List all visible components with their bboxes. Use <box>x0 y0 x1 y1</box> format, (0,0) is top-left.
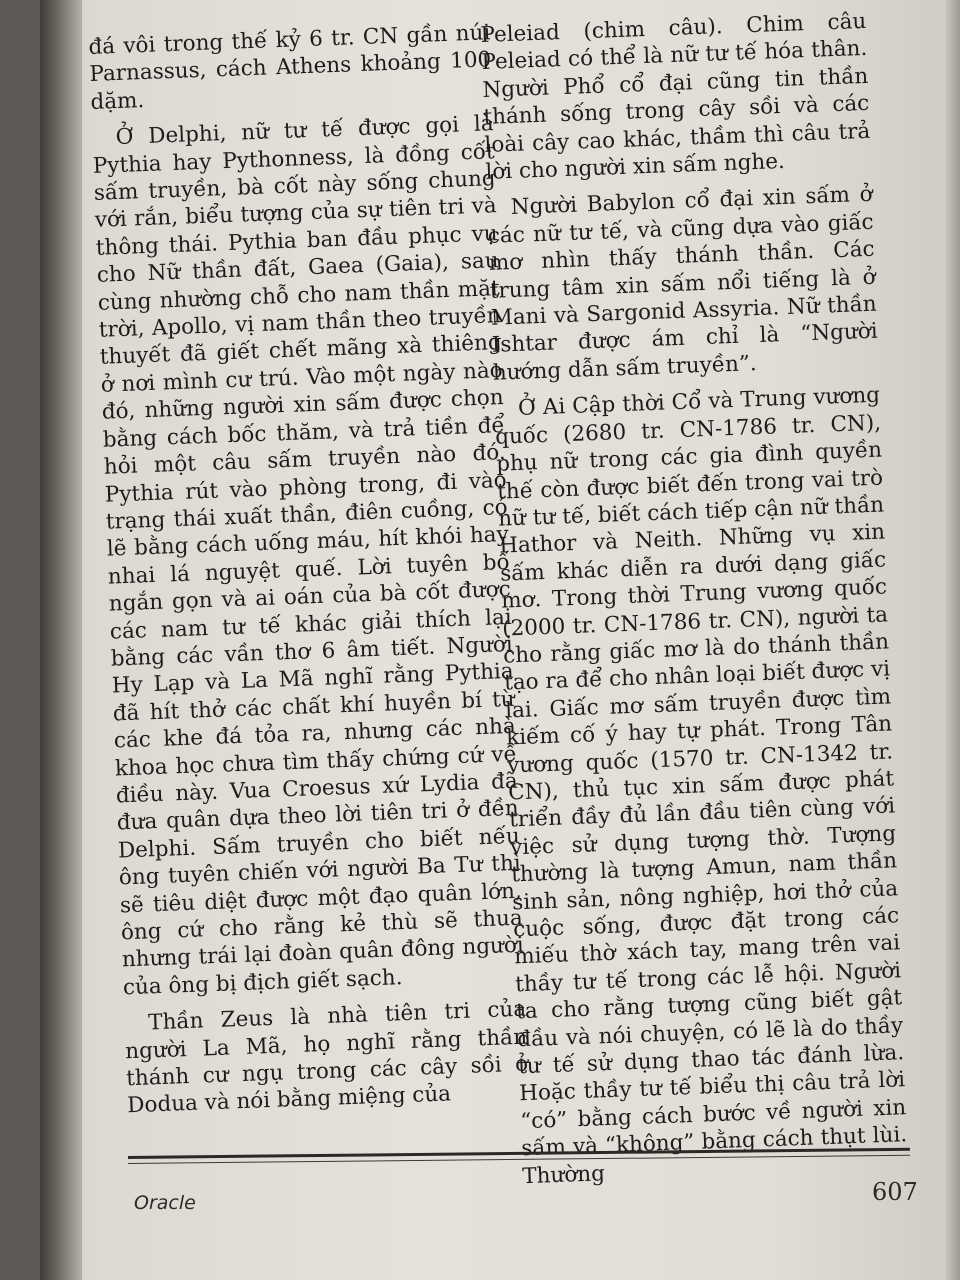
paragraph: Ở Delphi, nữ tư tế được gọi là Pythia hay Pythonness, là đồng cốt sấm truyền, bà cốt này sống chung với rắn, biểu tượng của sự tiên tri và thông thái. Pythia ban đầu phục vụ cho Nữ thần đất, Gaea (Gaia), sau cùng nhường chỗ cho nam thần mặt trời, Apollo, vị nam thần theo truyền thuyết đã giết chết mãng xà thiêng ở nơi mình cư trú. Vào một ngày nào đó, những người xin sấm được chọn bằng cách bốc thăm, và trả tiền để hỏi một câu sấm truyền nào đó. Pythia rút vào phòng trong, đi vào trạng thái xuất thần, điên cuồng, có lẽ bằng cách uống máu, hít khói hay nhai lá nguyệt quế. Lời tuyên bố ngắn gọn và ai oán của bà cốt được các nam tư tế khác giải thích lại bằng các vần thơ 6 âm tiết. Người Hy Lạp và La Mã nghĩ rằng Pythia đã hít thở các chất khí huyền bí từ các khe đá tỏa ra, nhưng các nhà khoa học chưa tìm thấy chứng cứ về điều này. Vua Croesus xứ Lydia đã đưa quân dựa theo lời tiên tri ở đền Delphi. Sấm truyền cho biết nếu ông tuyên chiến với người Ba Tư thì sẽ tiêu diệt được một đạo quân lớn, ông cứ cho rằng kẻ thù sẽ thua nhưng trái lại đoàn quân đông người của ông bị địch giết sạch. <box>92 111 525 1001</box>
book-page <box>40 0 960 1280</box>
left-text-column <box>88 19 530 1120</box>
paragraph: Ở Ai Cập thời Cổ và Trung vương quốc (2680 tr. CN-1786 tr. CN), phụ nữ trong các gia đình quyền thế còn được biết đến trong vai trò nữ tư tế, biết cách tiếp cận nữ thần Hathor và Neith. Những vụ xin sấm khác diễn ra dưới dạng giấc mơ. Trong thời Trung vương quốc (2000 tr. CN-1786 tr. CN), người ta cho rằng giấc mơ là do thánh thần tạo ra để cho nhân loại biết được vị lai. Giấc mơ sấm truyền được tìm kiếm cố ý hay tự phát. Trong Tân vương quốc (1570 tr. CN-1342 tr. CN), thủ tục xin sấm được phát triển đầy đủ lần đầu tiên cùng với việc sử dụng tượng thờ. Tượng thường là tượng Amun, nam thần sinh sản, nông nghiệp, hơi thở của cuộc sống, được đặt trong các miếu thờ xách tay, mang trên vai thầy tư tế trong các lễ hội. Người ta cho rằng tượng cũng biết gật đầu và nói chuyện, có lẽ là do thầy tư tế sử dụng thao tác đánh lừa. Hoặc thầy tư tế biểu thị câu trả lời “có” bằng cách bước về người xin sấm và “không” bằng cách thụt lùi. Thường <box>494 382 908 1189</box>
paragraph: Thần Zeus là nhà tiên tri của người La Mã, họ nghĩ rằng thần thánh cư ngụ trong các cây sồi ở Dodua và nói bằng miệng của <box>124 996 529 1119</box>
right-text-column <box>480 8 909 1190</box>
running-title: Oracle <box>134 1192 196 1214</box>
paragraph: đá vôi trong thế kỷ 6 tr. CN gần núi Parnassus, cách Athens khoảng 100 dặm. <box>88 20 492 115</box>
page-edge <box>946 0 960 1280</box>
gutter-shadow <box>40 0 82 1280</box>
paragraph: Peleiad (chim câu). Chim câu Peleiad có thể là nữ tư tế hóa thân. Người Phổ cổ đại cũng tin thần thánh sống trong cây sồi và các loài cây cao khác, thầm thì câu trả lời cho người xin sấm nghe. <box>480 8 871 185</box>
page-number: 607 <box>872 1178 918 1206</box>
paragraph: Người Babylon cổ đại xin sấm ở các nữ tư tế, và cũng dựa vào giấc mơ nhìn thấy thánh thần. Các trung tâm xin sấm nổi tiếng là ở Mani và Sargonid Assyria. Nữ thần Ishtar được ám chỉ là “Người hướng dẫn sấm truyền”. <box>487 182 879 386</box>
